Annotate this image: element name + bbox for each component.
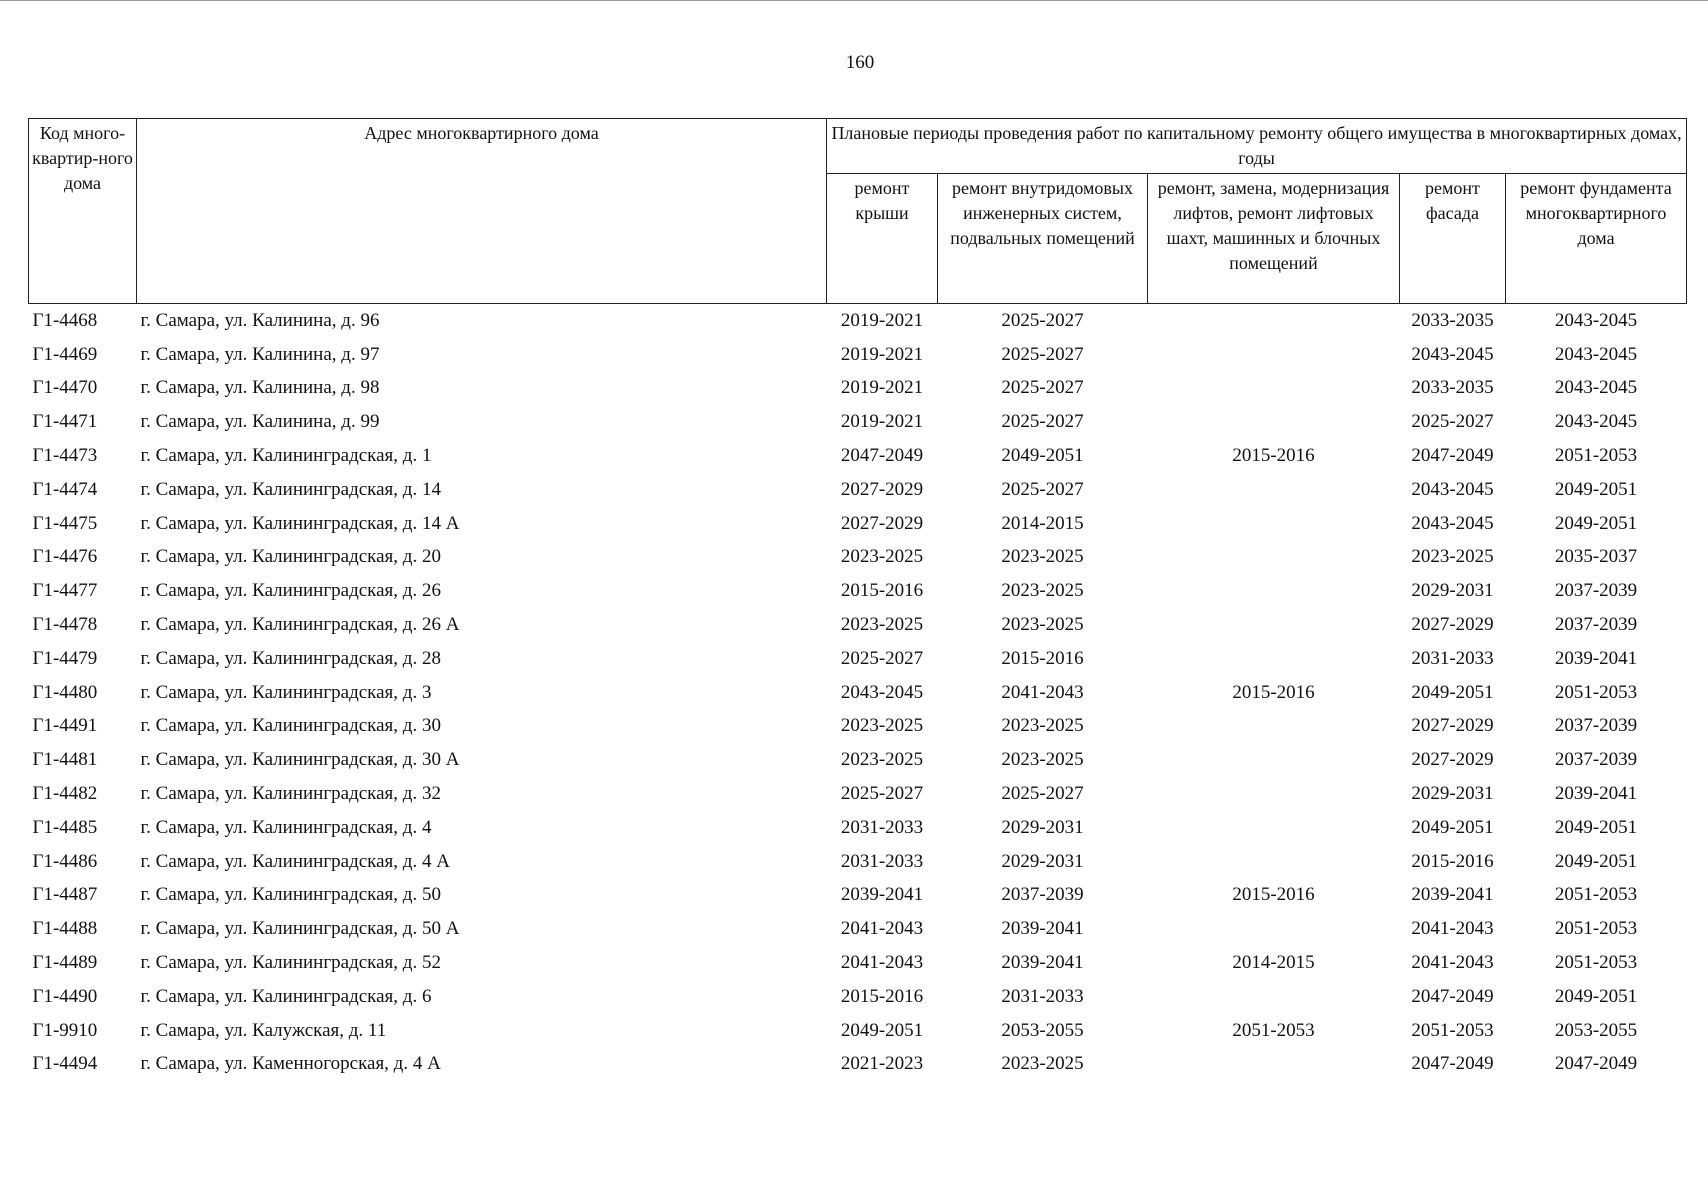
table-row: [29, 574, 1687, 608]
roof-period: 2041-2043: [840, 952, 924, 974]
header-facade: ремонт фасада: [1400, 174, 1506, 304]
engineering-period: 2023-2025: [1001, 546, 1084, 568]
table-row: [29, 405, 1687, 439]
house-code: Г1-4473: [32, 445, 98, 467]
engineering-period: 2023-2025: [1001, 749, 1084, 771]
table-row: [29, 980, 1687, 1014]
facade-period: 2041-2043: [1411, 952, 1494, 974]
facade-period: 2025-2027: [1411, 411, 1494, 433]
table-row: [29, 743, 1687, 777]
facade-period: 2041-2043: [1411, 918, 1494, 940]
foundation-period: 2051-2053: [1554, 681, 1638, 703]
house-address: г. Самара, ул. Калининградская, д. 30 А: [140, 749, 460, 771]
elevators-period: [1148, 338, 1400, 372]
table-row: [29, 1048, 1687, 1082]
foundation-period: 2053-2055: [1554, 1019, 1638, 1041]
engineering-period: 2025-2027: [1001, 478, 1084, 500]
foundation-period: 2043-2045: [1554, 343, 1638, 365]
elevators-period: [1148, 912, 1400, 946]
engineering-period: 2025-2027: [1001, 377, 1084, 399]
engineering-period: 2014-2015: [1001, 512, 1084, 534]
elevators-period: 2015-2016: [1232, 445, 1315, 467]
engineering-period: 2023-2025: [1001, 580, 1084, 602]
house-address: г. Самара, ул. Калинина, д. 98: [140, 377, 380, 399]
house-code: Г1-4479: [32, 647, 98, 669]
roof-period: 2027-2029: [840, 512, 924, 534]
facade-period: 2033-2035: [1411, 377, 1494, 399]
foundation-period: 2037-2039: [1554, 715, 1638, 737]
roof-period: 2023-2025: [840, 715, 924, 737]
house-address: г. Самара, ул. Калининградская, д. 26 А: [140, 614, 460, 636]
table-row: [29, 608, 1687, 642]
facade-period: 2031-2033: [1411, 647, 1494, 669]
roof-period: 2041-2043: [840, 918, 924, 940]
elevators-period: [1148, 473, 1400, 507]
table-row: [29, 946, 1687, 980]
facade-period: 2049-2051: [1411, 681, 1494, 703]
header-address: Адрес многоквартирного дома: [137, 119, 827, 304]
facade-period: 2027-2029: [1411, 715, 1494, 737]
engineering-period: 2049-2051: [1001, 445, 1084, 467]
table-row: [29, 1014, 1687, 1048]
facade-period: 2029-2031: [1411, 580, 1494, 602]
table-row: [29, 642, 1687, 676]
foundation-period: 2051-2053: [1554, 884, 1638, 906]
house-address: г. Самара, ул. Калининградская, д. 6: [140, 985, 432, 1007]
house-code: Г1-4478: [32, 614, 98, 636]
elevators-period: 2015-2016: [1232, 681, 1315, 703]
header-foundation: ремонт фундамента многоквартирного дома: [1506, 174, 1687, 304]
table-row: [29, 811, 1687, 845]
house-code: Г1-4480: [32, 681, 98, 703]
table-row: [29, 372, 1687, 406]
roof-period: 2015-2016: [840, 580, 924, 602]
foundation-period: 2049-2051: [1554, 478, 1638, 500]
roof-period: 2021-2023: [840, 1053, 924, 1075]
engineering-period: 2031-2033: [1001, 985, 1084, 1007]
header-elevators: ремонт, замена, модернизация лифтов, ремонт лифтовых шахт, машинных и блочных помещений: [1148, 174, 1400, 304]
elevators-period: 2015-2016: [1232, 884, 1315, 906]
foundation-period: 2043-2045: [1554, 309, 1638, 331]
roof-period: 2023-2025: [840, 546, 924, 568]
header-engineering: ремонт внутридомовых инженерных систем, подвальных помещений: [938, 174, 1148, 304]
house-code: Г1-9910: [32, 1019, 98, 1041]
house-address: г. Самара, ул. Калинина, д. 99: [140, 411, 380, 433]
elevators-period: [1148, 541, 1400, 575]
house-code: Г1-4487: [32, 884, 98, 906]
house-code: Г1-4481: [32, 749, 98, 771]
house-code: Г1-4476: [32, 546, 98, 568]
roof-period: 2047-2049: [840, 445, 924, 467]
facade-period: 2043-2045: [1411, 478, 1494, 500]
roof-period: 2019-2021: [840, 343, 924, 365]
facade-period: 2027-2029: [1411, 614, 1494, 636]
header-planned-periods: Плановые периоды проведения работ по капитальному ремонту общего имущества в многоквартирных домах, годы: [827, 119, 1687, 174]
foundation-period: 2051-2053: [1554, 445, 1638, 467]
house-address: г. Самара, ул. Калининградская, д. 30: [140, 715, 441, 737]
foundation-period: 2049-2051: [1554, 816, 1638, 838]
facade-period: 2047-2049: [1411, 985, 1494, 1007]
table-row: [29, 507, 1687, 541]
elevators-period: [1148, 980, 1400, 1014]
house-code: Г1-4468: [32, 309, 98, 331]
roof-period: 2023-2025: [840, 749, 924, 771]
facade-period: 2047-2049: [1411, 445, 1494, 467]
engineering-period: 2041-2043: [1001, 681, 1084, 703]
facade-period: 2043-2045: [1411, 512, 1494, 534]
house-address: г. Самара, ул. Каменногорская, д. 4 А: [140, 1053, 441, 1075]
facade-period: 2047-2049: [1411, 1053, 1494, 1075]
table-row: [29, 845, 1687, 879]
table-row: [29, 879, 1687, 913]
table-header: [29, 119, 1687, 304]
table-row: [29, 912, 1687, 946]
house-code: Г1-4471: [32, 411, 98, 433]
foundation-period: 2039-2041: [1554, 783, 1638, 805]
roof-period: 2023-2025: [840, 614, 924, 636]
roof-period: 2025-2027: [840, 647, 924, 669]
elevators-period: [1148, 811, 1400, 845]
table-row: [29, 676, 1687, 710]
engineering-period: 2039-2041: [1001, 918, 1084, 940]
facade-period: 2015-2016: [1411, 850, 1494, 872]
house-code: Г1-4489: [32, 952, 98, 974]
repair-plan-table: [28, 118, 1687, 1081]
house-address: г. Самара, ул. Калининградская, д. 14: [140, 478, 441, 500]
foundation-period: 2049-2051: [1554, 985, 1638, 1007]
foundation-period: 2037-2039: [1554, 580, 1638, 602]
roof-period: 2031-2033: [840, 850, 924, 872]
elevators-period: [1148, 574, 1400, 608]
table-body: [29, 304, 1687, 1082]
house-address: г. Самара, ул. Калинина, д. 97: [140, 343, 380, 365]
foundation-period: 2049-2051: [1554, 850, 1638, 872]
engineering-period: 2023-2025: [1001, 1053, 1084, 1075]
elevators-period: [1148, 304, 1400, 338]
roof-period: 2019-2021: [840, 411, 924, 433]
facade-period: 2027-2029: [1411, 749, 1494, 771]
roof-period: 2031-2033: [840, 816, 924, 838]
engineering-period: 2029-2031: [1001, 850, 1084, 872]
house-code: Г1-4477: [32, 580, 98, 602]
foundation-period: 2043-2045: [1554, 377, 1638, 399]
foundation-period: 2047-2049: [1554, 1053, 1638, 1075]
engineering-period: 2025-2027: [1001, 411, 1084, 433]
table-row: [29, 338, 1687, 372]
house-address: г. Самара, ул. Калининградская, д. 4 А: [140, 850, 450, 872]
table-row: [29, 439, 1687, 473]
elevators-period: [1148, 608, 1400, 642]
engineering-period: 2023-2025: [1001, 715, 1084, 737]
table-row: [29, 304, 1687, 338]
house-address: г. Самара, ул. Калининградская, д. 50 А: [140, 918, 460, 940]
elevators-period: 2051-2053: [1232, 1019, 1315, 1041]
elevators-period: [1148, 642, 1400, 676]
elevators-period: [1148, 743, 1400, 777]
house-code: Г1-4470: [32, 377, 98, 399]
house-code: Г1-4490: [32, 985, 98, 1007]
table-row: [29, 541, 1687, 575]
table-row: [29, 777, 1687, 811]
elevators-period: [1148, 845, 1400, 879]
facade-period: 2039-2041: [1411, 884, 1494, 906]
foundation-period: 2051-2053: [1554, 918, 1638, 940]
house-code: Г1-4474: [32, 478, 98, 500]
roof-period: 2025-2027: [840, 783, 924, 805]
house-address: г. Самара, ул. Калининградская, д. 14 А: [140, 512, 460, 534]
roof-period: 2027-2029: [840, 478, 924, 500]
facade-period: 2043-2045: [1411, 343, 1494, 365]
foundation-period: 2037-2039: [1554, 749, 1638, 771]
engineering-period: 2029-2031: [1001, 816, 1084, 838]
table-row: [29, 710, 1687, 744]
roof-period: 2015-2016: [840, 985, 924, 1007]
header-code: Код много-квартир-ного дома: [29, 119, 137, 304]
elevators-period: [1148, 507, 1400, 541]
roof-period: 2049-2051: [840, 1019, 924, 1041]
house-address: г. Самара, ул. Калининградская, д. 1: [140, 445, 432, 467]
elevators-period: [1148, 777, 1400, 811]
foundation-period: 2051-2053: [1554, 952, 1638, 974]
foundation-period: 2039-2041: [1554, 647, 1638, 669]
house-code: Г1-4494: [32, 1053, 98, 1075]
elevators-period: 2014-2015: [1232, 952, 1315, 974]
engineering-period: 2023-2025: [1001, 614, 1084, 636]
elevators-period: [1148, 372, 1400, 406]
house-code: Г1-4485: [32, 816, 98, 838]
top-rule: [0, 0, 1708, 1]
house-address: г. Самара, ул. Калининградская, д. 32: [140, 783, 441, 805]
engineering-period: 2053-2055: [1001, 1019, 1084, 1041]
engineering-period: 2025-2027: [1001, 343, 1084, 365]
roof-period: 2039-2041: [840, 884, 924, 906]
table-row: [29, 473, 1687, 507]
facade-period: 2023-2025: [1411, 546, 1494, 568]
facade-period: 2029-2031: [1411, 783, 1494, 805]
house-address: г. Самара, ул. Калининградская, д. 4: [140, 816, 432, 838]
elevators-period: [1148, 710, 1400, 744]
foundation-period: 2035-2037: [1554, 546, 1638, 568]
facade-period: 2051-2053: [1411, 1019, 1494, 1041]
engineering-period: 2025-2027: [1001, 309, 1084, 331]
facade-period: 2049-2051: [1411, 816, 1494, 838]
page-number: 160: [845, 52, 875, 73]
foundation-period: 2037-2039: [1554, 614, 1638, 636]
house-code: Г1-4482: [32, 783, 98, 805]
foundation-period: 2043-2045: [1554, 411, 1638, 433]
engineering-period: 2037-2039: [1001, 884, 1084, 906]
roof-period: 2043-2045: [840, 681, 924, 703]
roof-period: 2019-2021: [840, 309, 924, 331]
elevators-period: [1148, 1048, 1400, 1082]
foundation-period: 2049-2051: [1554, 512, 1638, 534]
house-address: г. Самара, ул. Калининградская, д. 3: [140, 681, 432, 703]
header-roof: ремонт крыши: [827, 174, 938, 304]
engineering-period: 2025-2027: [1001, 783, 1084, 805]
house-code: Г1-4491: [32, 715, 98, 737]
house-address: г. Самара, ул. Калининградская, д. 20: [140, 546, 441, 568]
house-code: Г1-4475: [32, 512, 98, 534]
house-code: Г1-4486: [32, 850, 98, 872]
engineering-period: 2015-2016: [1001, 647, 1084, 669]
house-code: Г1-4469: [32, 343, 98, 365]
engineering-period: 2039-2041: [1001, 952, 1084, 974]
house-address: г. Самара, ул. Калужская, д. 11: [140, 1019, 387, 1041]
facade-period: 2033-2035: [1411, 309, 1494, 331]
house-address: г. Самара, ул. Калинина, д. 96: [140, 309, 380, 331]
house-code: Г1-4488: [32, 918, 98, 940]
house-address: г. Самара, ул. Калининградская, д. 50: [140, 884, 441, 906]
house-address: г. Самара, ул. Калининградская, д. 28: [140, 647, 441, 669]
house-address: г. Самара, ул. Калининградская, д. 26: [140, 580, 441, 602]
elevators-period: [1148, 405, 1400, 439]
house-address: г. Самара, ул. Калининградская, д. 52: [140, 952, 441, 974]
roof-period: 2019-2021: [840, 377, 924, 399]
